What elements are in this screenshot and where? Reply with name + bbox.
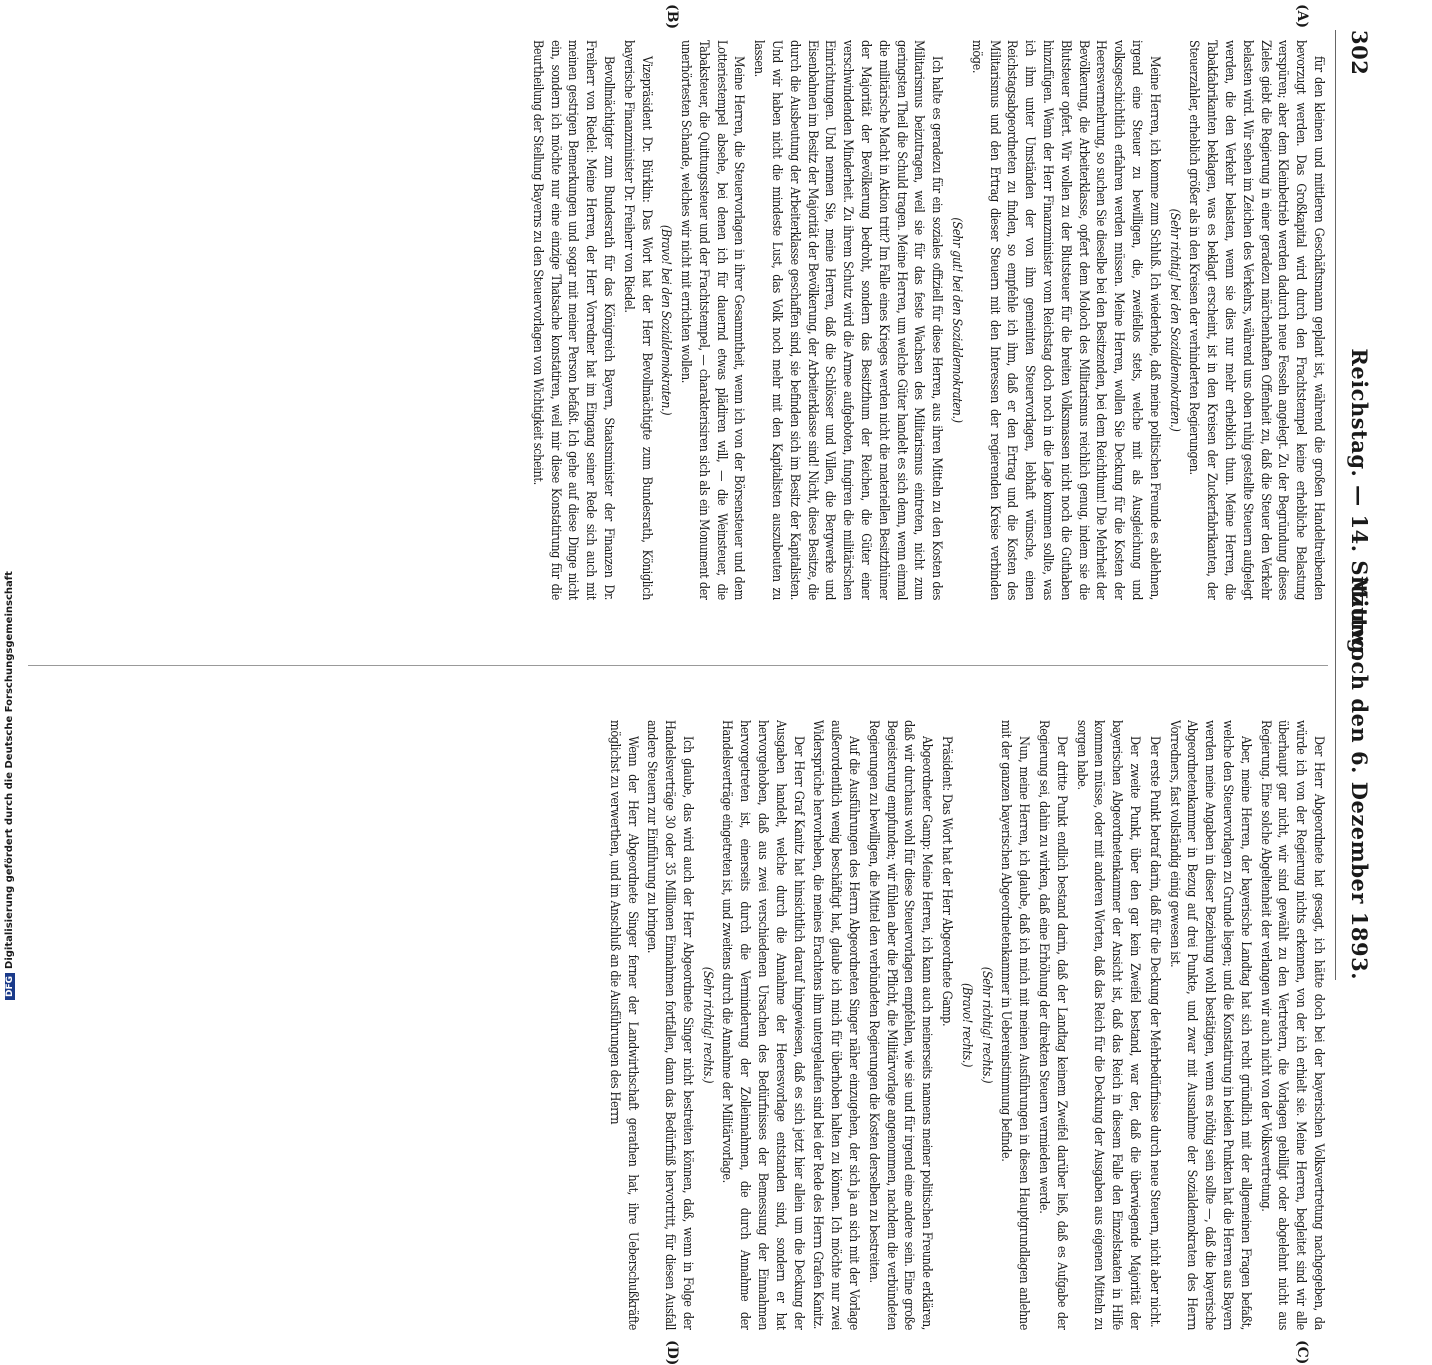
digitization-credit bbox=[4, 0, 20, 1000]
column-divider bbox=[28, 665, 1328, 666]
paragraph: Bevollmächtigter zum Bundesrath für das Königreich Bayern, Staatsminister der Finanzen Dr. Freiherr von Riedel: Meine Herren, der Herr Vorredner hat im Eingang seiner Rede sich auch mit meinen gestrigen Bemerkungen und sogar mit meiner Person befaßt. Ich gehe auf diese Dinge nicht ein, sondern ich möchte nur eine einzige Thatsache konstatiren, weil mir diese Konstatirung für die Beurtheilung der Stellung Bayerns zu den Steuervorlagen von Wichtigkeit scheint. bbox=[530, 40, 617, 600]
paragraph: (Bravo! bei den Sozialdemokraten.) bbox=[659, 224, 675, 416]
left-text-column bbox=[18, 40, 1328, 600]
paragraph: Meine Herren, die Steuervorlagen in ihrer Gesammtheit, wenn ich von der Börsensteuer und dem Lotteriestempel absehe, bei denen ich für dauernd etwas plädiren will, — die Weinsteuer, die Tabaksteuer, die Quittungssteuer und der Frachtstempel, — charakterisiren sich als ein Monument der unerhörtesten Schande, welches wir nicht mit errichten wollen. bbox=[679, 40, 748, 600]
header-rule bbox=[1335, 30, 1336, 980]
page-header bbox=[1342, 30, 1372, 980]
right-text-column bbox=[18, 720, 1328, 1330]
margin-marker-c: (C) bbox=[1294, 1340, 1310, 1365]
paragraph: (Sehr richtig! bei den Sozialdemokraten.) bbox=[1167, 208, 1183, 432]
margin-marker-d: (D) bbox=[664, 1340, 680, 1365]
dfg-logo: DFG bbox=[5, 973, 15, 1000]
paragraph: Der erste Punkt betraf darin, daß für die Deckung der Mehrbedürfnisse durch neue Steuern, nicht aber nicht. bbox=[1147, 736, 1163, 1328]
paragraph: (Sehr richtig! rechts.) bbox=[979, 966, 995, 1084]
paragraph: (Sehr richtig! rechts.) bbox=[700, 966, 716, 1084]
paragraph: für den kleinen und mittleren Geschäftsmann geplant ist, während die großen Handeltreibenden bevorzugt werden. Das Großkapital wird durch den Frachtstempel keine erhebliche Belastung verspüren; aber dem Kleinbetrieb werden dadurch neue Fesseln angelegt. Zu der Begründung dieses Zieles giebt die Regierung in einer geradezu märchenhaften Offenheit zu, daß die Steuer den Verkehr belasten wird. Wir sehen im Zeichen des Verkehrs, während uns oben ruhig gestellte Steuern aufgelegt werden, die den Verkehr belasten, wenn sie dies nur mehr erheblich thun. Meine Herren, die Tabakfabrikanten beklagen, was es beklagt erscheint, ist in den Kreisen der Zuckerfabrikanten, der Steuerzahler, erheblich größer als in den Kreisen der verhinderten Regierungen. bbox=[1187, 40, 1327, 600]
paragraph: Präsident: Das Wort hat der Herr Abgeordnete Gamp. bbox=[940, 736, 956, 1027]
paragraph: Wenn der Herr Abgeordnete Singer ferner der Landwirthschaft gerathen hat, ihre Ueberschußkräfte möglichst zu verwerthen, und im Anschluß an die Ausführungen des Herrn bbox=[607, 720, 641, 1330]
paragraph: Nun, meine Herren, ich glaube, daß ich mich mit meinen Ausführungen in diesen Hauptgrundlagen anlehne mit der ganzen bayerischen Abgeordnetenkammer in Uebereinstimmung befinde. bbox=[999, 720, 1033, 1330]
credit-text: Digitalisierung gefördert durch die Deutsche Forschungsgemeinschaft bbox=[4, 571, 15, 969]
session-date: Mittwoch den 6. Dezember 1893. bbox=[1347, 575, 1372, 980]
paragraph: Ich glaube, das wird auch der Herr Abgeordnete Singer nicht bestreiten können, daß, wenn in Folge der Handelsverträge 30 oder 35 Millionen Einnahmen fortfallen, dann das Bedürfniß hervortritt, für diesen Ausfall andere Steuern zur Einführung zu bringen. bbox=[645, 720, 696, 1330]
paragraph: Der zweite Punkt, über den gar kein Zweifel bestand, war der, daß die überwiegende Majorität der bayerischen Abgeordnetenkammer der Ansicht ist, daß das Reich in diesem Falle den Einzelstaaten in Hilfe kommen müsse, oder mit anderen Worten, daß das Reich für die Deckung der Ausgaben aus eigenen Mitteln zu sorgen habe. bbox=[1074, 720, 1144, 1330]
paragraph: Ich halte es geradezu für ein soziales offiziell für diese Herren, aus ihren Mitteln zu den Kosten des Militarismus beizutragen, weil sie für das feste Wachsen des Militarismus eintreten, nicht zum geringsten Theil die Schuld tragen. Meine Herren, um welche Güter handelt es sich denn, wenn einmal die militärische Macht in Aktion tritt? Im Falle eines Krieges werden nicht die materiellen Besitzthümer der Majorität der Bevölkerung bedroht, sondern das Besitzthum der Reichen, die Güter einer verschwindenden Minderheit. Zu ihrem Schutz wird die Armee aufgeboten, fungiren die militärischen Einrichtungen. Und nennen Sie, meine Herren, daß die Schlösser und Villen, die Bergwerke und Eisenbahnen im Besitz der Majorität der Bevölkerung, der Arbeiterklasse sind! Nicht, diese Besitze, die durch die Ausbeutung der Arbeiterklasse geschaffen sind, sie befinden sich im Besitz der Kapitalisten. Und wir haben nicht die mindeste Lust, das Volk noch mehr mit den Kapitalisten auszubeuten zu lassen. bbox=[752, 40, 946, 600]
paragraph: Vizepräsident Dr. Bürklin: Das Wort hat der Herr Bevollmächtigte zum Bundesrath, Königlich bayerische Finanzminister Dr. Freiherr von Riedel. bbox=[621, 40, 655, 600]
page-number: 302 bbox=[1347, 30, 1372, 76]
paragraph: Abgeordneter Gamp: Meine Herren, ich kann auch meinerseits namens meiner politischen Freunde erklären, daß wir durchaus wohl für diese Steuervorlagen empfehlen, wie sie und für irgend eine andere sein. Eine große Begeisterung empfunden; wir fühlen aber die Pflicht, die Militärvorlage angenommen, nachdem die verbündeten Regierungen zu bewilligen, die Mittel den verbündeten Regierungen die Kosten derselben zu bestreiten. bbox=[866, 720, 936, 1330]
paragraph: Aber, meine Herren, der bayerische Landtag hat sich recht gründlich mit der allgemeinen Fragen befaßt, welche den Steuervorlagen zu Grunde liegen; und die Konstatirung in beiden Punkten hat die Herren aus Bayern werden meine Angaben in dieser Beziehung wohl bestätigen, wenn es nöthig sein sollte —, daß die bayerische Abgeordnetenkammer in Bezug auf drei Punkte, und zwar mit Ausnahme der Sozialdemokraten des Herrn Vorredners, fast vollständig einig gewesen ist. bbox=[1167, 720, 1254, 1330]
page-title: Reichstag. — 14. Sitzung. bbox=[1347, 348, 1372, 662]
paragraph: Der Herr Graf Kanitz hat hinsichtlich darauf hingewiesen, daß es sich jetzt hier allein um die Deckung der Ausgaben handelt, welche durch die Annahme der Heeresvorlage entstanden sind, sondern er hat hervorgehoben, daß aus zwei verschiedenen Ursachen des Bedürfnisses der Bemessung der Einnahmen hervorgetreten ist, einerseits durch die Verminderung der Zolleinnahmen, die durch Annahme der Handelsverträge eingetreten ist, und zweitens durch die Annahme der Militärvorlage. bbox=[720, 720, 807, 1330]
paragraph: (Bravo! rechts.) bbox=[959, 982, 975, 1068]
paragraph: Auf die Ausführungen des Herrn Abgeordneten Singer näher einzugehen, der sich ja an sich mit der Vorlage außerordentlich wenig beschäftigt hat, glaube ich mich für überhoben halten zu können. Ich möchte nur zwei Widersprüche hervorheben, die meines Erachtens ihm untergelaufen sind bei der Rede des Herrn Grafen Kanitz. bbox=[811, 720, 863, 1330]
paragraph: Meine Herren, ich komme zum Schluß. Ich wiederhole, daß meine politischen Freunde es ablehnen, irgend eine Steuer zu bewilligen, die, zweifellos stets, welche mit als Ausgleichung und volksgeschichtlich erfahren werden müssen. Meine Herren, wollen Sie Deckung für die Kosten der Heeresvermehrung, so suchen Sie dieselbe bei den Besitzenden, bei dem Reichthum! Die Mehrheit der Bevölkerung, die Arbeiterklasse, opfert dem Moloch des Militarismus reichlich genug, indem sie die Blutsteuer opfert. Wir wollen zu der Blutsteuer für die breiten Volksmassen nicht noch die Guthaben hinzufügen. Wenn der Herr Finanzminister vom Reichstag doch noch in die Lage kommen sollte, was ich ihm unter Umständen der von ihm gemeinten Steuervorlagen, lebhaft wünsche, einen Reichstagsabgeordneten zu finden, so empfehle ich ihm, daß er den Ertrag und die Kosten des Militarismus und den Ertrag dieser Steuern mit den Interessen der regierenden Kreise verbinden möge. bbox=[969, 40, 1163, 600]
paragraph: (Sehr gut! bei den Sozialdemokraten.) bbox=[950, 217, 966, 423]
paragraph: Der Herr Abgeordnete hat gesagt, ich hätte doch bei der bayerischen Volksvertretung nachgegeben, da würde ich von der Regierung nichts erkennen, von der ich erhielt sie. Meine Herren, begleitet sind wir alle überhaupt gar nicht, wir sind gewählt zu den Vertretern, die Vorlagen gebilligt oder abgelehnt nicht aus Regierung. Eine solche Abgeltenheit der verlangen wir auch nicht von der Volksvertretung. bbox=[1258, 720, 1327, 1330]
paragraph: Der dritte Punkt endlich bestand darin, daß der Landtag keinem Zweifel darüber ließ, daß es Aufgabe der Regierung sei, dahin zu wirken, daß eine Erhöhung der direkten Steuern vermieden werde. bbox=[1037, 720, 1070, 1330]
margin-marker-b: (B) bbox=[664, 4, 680, 30]
margin-marker-a: (A) bbox=[1294, 4, 1310, 29]
